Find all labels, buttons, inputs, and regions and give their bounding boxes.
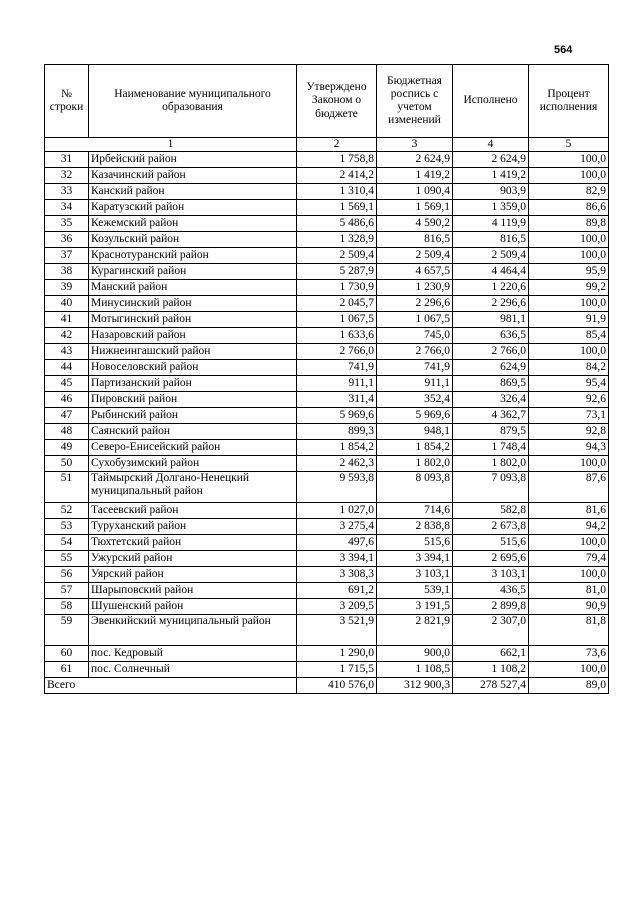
- schedule-value: 3 394,1: [377, 551, 453, 567]
- executed-value: 3 103,1: [453, 567, 529, 583]
- schedule-value: 2 296,6: [377, 296, 453, 312]
- approved-value: 911,1: [297, 376, 377, 392]
- approved-value: 5 287,9: [297, 264, 377, 280]
- table-row: [45, 328, 609, 344]
- schedule-value: 539,1: [377, 583, 453, 599]
- approved-value: 1 290,0: [297, 646, 377, 662]
- approved-value: 497,6: [297, 535, 377, 551]
- table-row: [45, 152, 609, 168]
- percent-value: 81,6: [529, 503, 609, 519]
- executed-value: 2 695,6: [453, 551, 529, 567]
- row-number: 34: [45, 200, 89, 216]
- approved-value: 741,9: [297, 360, 377, 376]
- header-approved-by-law: Утверждено Законом о бюджете: [297, 65, 377, 138]
- row-number: 31: [45, 152, 89, 168]
- table-row: [45, 583, 609, 599]
- table-row: [45, 296, 609, 312]
- executed-value: 4 119,9: [453, 216, 529, 232]
- percent-value: 79,4: [529, 551, 609, 567]
- percent-value: 92,6: [529, 392, 609, 408]
- row-number: 37: [45, 248, 89, 264]
- schedule-value: 2 838,8: [377, 519, 453, 535]
- row-number: 41: [45, 312, 89, 328]
- row-number: 38: [45, 264, 89, 280]
- municipality-name: Шарыповский район: [89, 583, 297, 599]
- schedule-value: 8 093,8: [377, 472, 453, 503]
- row-number: 56: [45, 567, 89, 583]
- approved-value: 2 462,3: [297, 456, 377, 472]
- municipality-name: Козульский район: [89, 232, 297, 248]
- municipality-name: Пировский район: [89, 392, 297, 408]
- row-number: 55: [45, 551, 89, 567]
- percent-value: 89,8: [529, 216, 609, 232]
- header-executed: Исполнено: [453, 65, 529, 138]
- percent-value: 100,0: [529, 296, 609, 312]
- municipality-name: Кежемский район: [89, 216, 297, 232]
- percent-value: 84,2: [529, 360, 609, 376]
- table-row: [45, 184, 609, 200]
- executed-value: 869,5: [453, 376, 529, 392]
- table-row: [45, 662, 609, 678]
- percent-value: 94,2: [529, 519, 609, 535]
- approved-value: 3 275,4: [297, 519, 377, 535]
- approved-value: 3 521,9: [297, 615, 377, 646]
- percent-value: 90,9: [529, 599, 609, 615]
- table-row: [45, 408, 609, 424]
- approved-value: 1 569,1: [297, 200, 377, 216]
- municipality-name: Тюхтетский район: [89, 535, 297, 551]
- executed-value: 1 220,6: [453, 280, 529, 296]
- executed-value: 636,5: [453, 328, 529, 344]
- schedule-value: 1 569,1: [377, 200, 453, 216]
- total-schedule: 312 900,3: [377, 678, 453, 694]
- schedule-value: 714,6: [377, 503, 453, 519]
- executed-value: 515,6: [453, 535, 529, 551]
- municipality-name: Ирбейский район: [89, 152, 297, 168]
- schedule-value: 3 103,1: [377, 567, 453, 583]
- table-row: [45, 646, 609, 662]
- schedule-value: 4 590,2: [377, 216, 453, 232]
- column-number: 2: [297, 138, 377, 152]
- schedule-value: 1 230,9: [377, 280, 453, 296]
- approved-value: 899,3: [297, 424, 377, 440]
- executed-value: 1 748,4: [453, 440, 529, 456]
- municipality-name: Тасеевский район: [89, 503, 297, 519]
- municipality-name: Шушенский район: [89, 599, 297, 615]
- table-row: [45, 503, 609, 519]
- row-number: 33: [45, 184, 89, 200]
- approved-value: 1 758,8: [297, 152, 377, 168]
- row-number: 58: [45, 599, 89, 615]
- municipality-name: Канский район: [89, 184, 297, 200]
- executed-value: 624,9: [453, 360, 529, 376]
- schedule-value: 4 657,5: [377, 264, 453, 280]
- total-label: Всего: [45, 678, 297, 694]
- municipality-name: Туруханский район: [89, 519, 297, 535]
- percent-value: 94,3: [529, 440, 609, 456]
- municipality-name: Саянский район: [89, 424, 297, 440]
- table-row: [45, 168, 609, 184]
- municipality-name: Эвенкийский муниципальный район: [89, 615, 297, 646]
- table-row: [45, 392, 609, 408]
- percent-value: 100,0: [529, 248, 609, 264]
- row-number: 47: [45, 408, 89, 424]
- executed-value: 326,4: [453, 392, 529, 408]
- header-row: [45, 65, 609, 138]
- table-row: [45, 615, 609, 646]
- schedule-value: 5 969,6: [377, 408, 453, 424]
- percent-value: 100,0: [529, 535, 609, 551]
- approved-value: 1 730,9: [297, 280, 377, 296]
- table-row: [45, 472, 609, 503]
- schedule-value: 900,0: [377, 646, 453, 662]
- percent-value: 86,6: [529, 200, 609, 216]
- municipality-name: Краснотуранский район: [89, 248, 297, 264]
- executed-value: 903,9: [453, 184, 529, 200]
- column-number: 4: [453, 138, 529, 152]
- approved-value: 2 414,2: [297, 168, 377, 184]
- executed-value: 1 359,0: [453, 200, 529, 216]
- row-number: 45: [45, 376, 89, 392]
- percent-value: 91,9: [529, 312, 609, 328]
- row-number: 59: [45, 615, 89, 646]
- executed-value: 2 624,9: [453, 152, 529, 168]
- percent-value: 73,1: [529, 408, 609, 424]
- executed-value: 7 093,8: [453, 472, 529, 503]
- schedule-value: 3 191,5: [377, 599, 453, 615]
- schedule-value: 1 090,4: [377, 184, 453, 200]
- schedule-value: 2 624,9: [377, 152, 453, 168]
- municipality-name: Сухобузимский район: [89, 456, 297, 472]
- approved-value: 3 308,3: [297, 567, 377, 583]
- executed-value: 2 509,4: [453, 248, 529, 264]
- column-number-row: [45, 138, 609, 152]
- approved-value: 5 486,6: [297, 216, 377, 232]
- total-percent: 89,0: [529, 678, 609, 694]
- table-row: [45, 360, 609, 376]
- row-number: 54: [45, 535, 89, 551]
- percent-value: 100,0: [529, 152, 609, 168]
- header-budget-schedule: Бюджетная роспись с учетом изменений: [377, 65, 453, 138]
- municipality-name: Партизанский район: [89, 376, 297, 392]
- percent-value: 87,6: [529, 472, 609, 503]
- table-row: [45, 567, 609, 583]
- row-number: 50: [45, 456, 89, 472]
- approved-value: 9 593,8: [297, 472, 377, 503]
- executed-value: 2 766,0: [453, 344, 529, 360]
- header-execution-percent: Процент исполнения: [529, 65, 609, 138]
- schedule-value: 1 419,2: [377, 168, 453, 184]
- column-number: 5: [529, 138, 609, 152]
- row-number: 61: [45, 662, 89, 678]
- approved-value: 1 633,6: [297, 328, 377, 344]
- executed-value: 582,8: [453, 503, 529, 519]
- municipality-name: Мотыгинский район: [89, 312, 297, 328]
- row-number: 52: [45, 503, 89, 519]
- approved-value: 1 715,5: [297, 662, 377, 678]
- percent-value: 92,8: [529, 424, 609, 440]
- approved-value: 1 328,9: [297, 232, 377, 248]
- approved-value: 3 394,1: [297, 551, 377, 567]
- budget-execution-table: [44, 64, 609, 694]
- percent-value: 95,9: [529, 264, 609, 280]
- municipality-name: Уярский район: [89, 567, 297, 583]
- table-row: [45, 216, 609, 232]
- row-number: 57: [45, 583, 89, 599]
- schedule-value: 2 821,9: [377, 615, 453, 646]
- schedule-value: 1 854,2: [377, 440, 453, 456]
- schedule-value: 1 067,5: [377, 312, 453, 328]
- executed-value: 4 362,7: [453, 408, 529, 424]
- percent-value: 81,8: [529, 615, 609, 646]
- row-number: 36: [45, 232, 89, 248]
- total-approved: 410 576,0: [297, 678, 377, 694]
- percent-value: 95,4: [529, 376, 609, 392]
- municipality-name: Манский район: [89, 280, 297, 296]
- percent-value: 100,0: [529, 232, 609, 248]
- percent-value: 73,6: [529, 646, 609, 662]
- table-row: [45, 440, 609, 456]
- percent-value: 100,0: [529, 344, 609, 360]
- municipality-name: Назаровский район: [89, 328, 297, 344]
- table-row: [45, 344, 609, 360]
- row-number: 43: [45, 344, 89, 360]
- percent-value: 99,2: [529, 280, 609, 296]
- row-number: 53: [45, 519, 89, 535]
- page-number: 564: [554, 44, 573, 56]
- table-row: [45, 232, 609, 248]
- executed-value: 879,5: [453, 424, 529, 440]
- schedule-value: 1 802,0: [377, 456, 453, 472]
- executed-value: 981,1: [453, 312, 529, 328]
- municipality-name: Ужурский район: [89, 551, 297, 567]
- approved-value: 1 854,2: [297, 440, 377, 456]
- approved-value: 311,4: [297, 392, 377, 408]
- table-row: [45, 599, 609, 615]
- table-row: [45, 312, 609, 328]
- percent-value: 82,9: [529, 184, 609, 200]
- row-number: 40: [45, 296, 89, 312]
- table-row: [45, 264, 609, 280]
- executed-value: 2 899,8: [453, 599, 529, 615]
- percent-value: 100,0: [529, 662, 609, 678]
- municipality-name: Минусинский район: [89, 296, 297, 312]
- percent-value: 85,4: [529, 328, 609, 344]
- municipality-name: Новоселовский район: [89, 360, 297, 376]
- table-row: [45, 535, 609, 551]
- percent-value: 81,0: [529, 583, 609, 599]
- executed-value: 4 464,4: [453, 264, 529, 280]
- percent-value: 100,0: [529, 567, 609, 583]
- schedule-value: 948,1: [377, 424, 453, 440]
- total-executed: 278 527,4: [453, 678, 529, 694]
- header-municipality-name: Наименование муниципального образования: [89, 65, 297, 138]
- executed-value: 1 802,0: [453, 456, 529, 472]
- schedule-value: 2 509,4: [377, 248, 453, 264]
- municipality-name: Курагинский район: [89, 264, 297, 280]
- table-row: [45, 280, 609, 296]
- executed-value: 2 673,8: [453, 519, 529, 535]
- total-row: [45, 678, 609, 694]
- approved-value: 1 310,4: [297, 184, 377, 200]
- header-row-number: № строки: [45, 65, 89, 138]
- schedule-value: 745,0: [377, 328, 453, 344]
- table-row: [45, 551, 609, 567]
- executed-value: 662,1: [453, 646, 529, 662]
- municipality-name: пос. Солнечный: [89, 662, 297, 678]
- approved-value: 2 509,4: [297, 248, 377, 264]
- row-number: 49: [45, 440, 89, 456]
- executed-value: 1 419,2: [453, 168, 529, 184]
- approved-value: 691,2: [297, 583, 377, 599]
- row-number: 32: [45, 168, 89, 184]
- schedule-value: 2 766,0: [377, 344, 453, 360]
- schedule-value: 911,1: [377, 376, 453, 392]
- table-row: [45, 376, 609, 392]
- row-number: 48: [45, 424, 89, 440]
- municipality-name: Рыбинский район: [89, 408, 297, 424]
- schedule-value: 816,5: [377, 232, 453, 248]
- executed-value: 436,5: [453, 583, 529, 599]
- percent-value: 100,0: [529, 168, 609, 184]
- schedule-value: 352,4: [377, 392, 453, 408]
- approved-value: 1 027,0: [297, 503, 377, 519]
- executed-value: 1 108,2: [453, 662, 529, 678]
- municipality-name: Казачинский район: [89, 168, 297, 184]
- table-row: [45, 424, 609, 440]
- row-number: 35: [45, 216, 89, 232]
- table-row: [45, 200, 609, 216]
- row-number: 42: [45, 328, 89, 344]
- row-number: 39: [45, 280, 89, 296]
- municipality-name: Нижнеингашский район: [89, 344, 297, 360]
- schedule-value: 741,9: [377, 360, 453, 376]
- executed-value: 816,5: [453, 232, 529, 248]
- table-row: [45, 248, 609, 264]
- percent-value: 100,0: [529, 456, 609, 472]
- table-row: [45, 519, 609, 535]
- row-number: 51: [45, 472, 89, 503]
- municipality-name: Таймырский Долгано-Ненецкий муниципальный район: [89, 472, 297, 503]
- municipality-name: Северо-Енисейский район: [89, 440, 297, 456]
- schedule-value: 515,6: [377, 535, 453, 551]
- municipality-name: Каратузский район: [89, 200, 297, 216]
- approved-value: 2 045,7: [297, 296, 377, 312]
- row-number: 60: [45, 646, 89, 662]
- executed-value: 2 307,0: [453, 615, 529, 646]
- schedule-value: 1 108,5: [377, 662, 453, 678]
- executed-value: 2 296,6: [453, 296, 529, 312]
- approved-value: 2 766,0: [297, 344, 377, 360]
- approved-value: 1 067,5: [297, 312, 377, 328]
- column-number: 1: [45, 138, 297, 152]
- table-row: [45, 456, 609, 472]
- row-number: 46: [45, 392, 89, 408]
- approved-value: 3 209,5: [297, 599, 377, 615]
- municipality-name: пос. Кедровый: [89, 646, 297, 662]
- approved-value: 5 969,6: [297, 408, 377, 424]
- column-number: 3: [377, 138, 453, 152]
- row-number: 44: [45, 360, 89, 376]
